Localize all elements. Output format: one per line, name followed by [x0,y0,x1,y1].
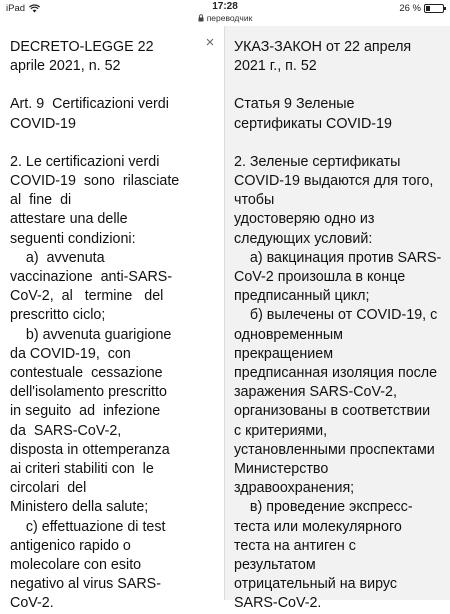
text-line: vaccinazione anti-SARS- [10,269,173,286]
text-line: здравоохранения; [234,480,355,497]
text-line: а) вакцинация против SARS- [234,249,442,266]
text-line: CoV-2, al termine del [10,288,164,305]
text-line: COVID-19 sono rilasciate [10,173,180,190]
text-line: 2. Зеленые сертификаты [234,153,401,170]
text-line: Статья 9 Зеленые [234,96,355,113]
text-line: seguenti condizioni: [10,230,136,247]
text-line: следующих условий: [234,230,373,247]
text-line: prescritto ciclo; [10,307,106,324]
text-line: COVID-19 выдаются для того, [234,173,434,190]
battery-percent: 26 % [399,3,421,14]
text-line: CoV-2. [10,595,54,612]
text-line: ai criteri stabiliti con le [10,461,154,478]
status-right [399,3,444,14]
paragraph [10,34,217,76]
text-line: сертификаты COVID-19 [234,115,392,132]
text-line: организованы в соответствии [234,403,431,420]
battery-fill [426,6,430,11]
text-line: предписанный цикл; [234,288,370,305]
text-line: теста или молекулярного [234,518,402,535]
text-line: Art. 9 Certificazioni verdi [10,96,169,113]
lock-icon [198,14,204,22]
text-line: b) avvenuta guarigione [10,326,172,343]
text-line: отрицательный на вирус [234,576,398,593]
text-line: da COVID-19, con [10,345,131,362]
text-line: disposta in ottemperanza [10,441,170,458]
translated-text-pane[interactable] [225,26,450,612]
clock: 17:28 [212,1,238,12]
text-line: COVID-19 [10,115,76,132]
text-line: заражения SARS-CoV-2, [234,384,397,401]
text-line: da SARS-CoV-2, [10,422,122,439]
paragraph [234,153,444,614]
text-line: удостоверяю одно из [234,211,375,228]
text-line: с критериями, [234,422,328,439]
text-line: molecolare con esito [10,557,142,574]
text-line: в) проведение экспресс- [234,499,413,516]
status-bar [0,0,450,26]
text-line: antigenico rapido o [10,537,131,554]
paragraph [234,95,444,133]
source-text-pane[interactable] [0,26,225,612]
battery-icon [424,4,444,13]
address-bar[interactable] [0,13,450,23]
text-line: 2. Le certificazioni verdi [10,153,160,170]
text-line: attestare una delle [10,211,128,228]
text-line: чтобы [234,192,275,209]
translated-text [234,38,444,614]
text-line: aprile 2021, n. 52 [10,58,121,75]
battery-tip [444,7,446,10]
text-line: одновременным [234,326,343,343]
text-line: negativo al virus SARS- [10,576,161,593]
text-line: Ministero della salute; [10,499,149,516]
text-line: CoV-2 произошла в конце [234,269,406,286]
text-line: in seguito ad infezione [10,403,161,420]
text-line: contestuale cessazione [10,365,163,382]
text-line: предписанная изоляция после [234,365,438,382]
text-line: 2021 г., п. 52 [234,58,317,75]
paragraph [234,38,444,76]
text-line: установленными проспектами [234,441,435,458]
text-line: a) avvenuta [10,249,105,266]
paragraph [10,153,217,614]
text-line: c) effettuazione di test [10,518,166,535]
text-line: б) вылечены от COVID-19, с [234,307,438,324]
text-line: Министерство [234,461,329,478]
text-line: прекращением [234,345,334,362]
text-line: результатом [234,557,316,574]
source-text [10,34,217,614]
text-line: DECRETO-LEGGE 22 [10,39,154,55]
close-icon[interactable]: × [205,34,215,51]
text-line: SARS-CoV-2. [234,595,322,612]
text-line: dell'isolamento prescritto [10,384,167,401]
url-text: переводчик [206,13,253,23]
paragraph [10,95,217,133]
device-name: iPad [6,3,26,14]
text-line: теста на антиген с [234,537,356,554]
text-line: al fine di [10,192,72,209]
text-line: УКАЗ-ЗАКОН от 22 апреля [234,39,412,55]
status-center [0,1,450,23]
text-line: circolari del [10,480,87,497]
